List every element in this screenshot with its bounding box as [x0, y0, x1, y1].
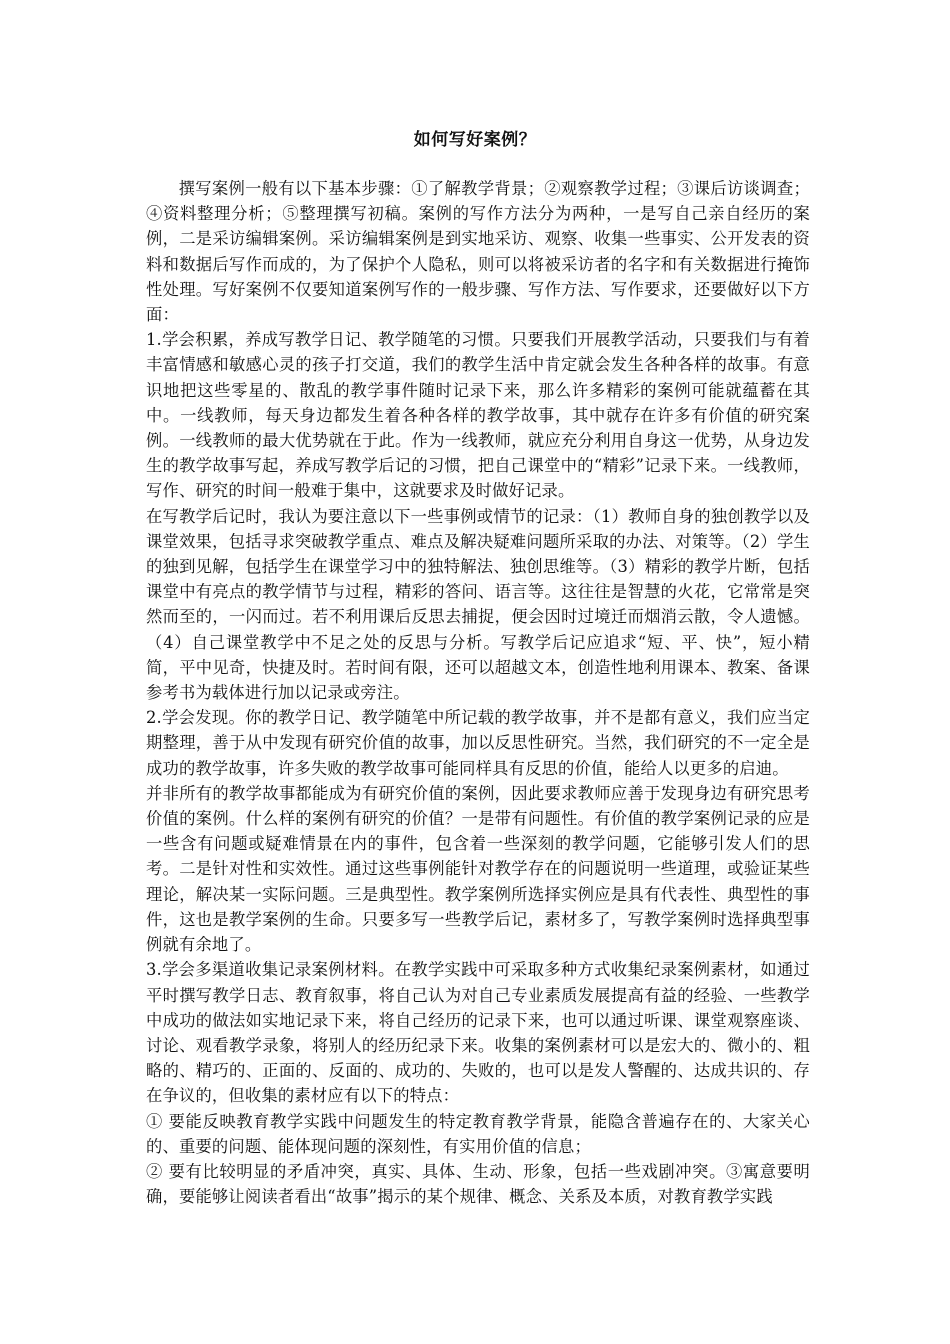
- paragraph-intro: 撰写案例一般有以下基本步骤：①了解教学背景；②观察教学过程；③课后访谈调查；④资料整理分析；⑤整理撰写初稿。案例的写作方法分为两种，一是写自己亲自经历的案例，二是采访编辑案例。采访编辑案例是到实地采访、观察、收集一些事实、公开发表的资料和数据后写作而成的，为了保护个人隐私，则可以将被采访者的名字和有关数据进行掩饰性处理。写好案例不仅要知道案例写作的一般步骤、写作方法、写作要求，还要做好以下方面：: [146, 179, 810, 325]
- paragraph-point-1: 1.学会积累，养成写教学日记、教学随笔的习惯。只要我们开展教学活动，只要我们与有着丰富情感和敏感心灵的孩子打交道，我们的教学生活中肯定就会发生各种各样的故事。有意识地把这些零星的、散乱的教学事件随时记录下来，那么许多精彩的案例可能就蕴蓄在其中。一线教师，每天身边都发生着各种各样的教学故事，其中就存在许多有价值的研究案例。一线教师的最大优势就在于此。作为一线教师，就应充分利用自身这一优势，从身边发生的教学故事写起，养成写教学后记的习惯，把自己课堂中的“精彩”记录下来。一线教师，写作、研究的时间一般难于集中，这就要求及时做好记录。: [146, 330, 810, 501]
- document-body: [146, 176, 810, 1209]
- document-title: 如何写好案例？: [413, 130, 537, 150]
- paragraph-feature-2: ② 要有比较明显的矛盾冲突，真实、具体、生动、形象，包括一些戏剧冲突。③寓意要明确，要能够让阅读者看出“故事”揭示的某个规律、概念、关系及本质，对教育教学实践: [146, 1161, 810, 1207]
- paragraph-point-2: 2.学会发现。你的教学日记、教学随笔中所记载的教学故事，并不是都有意义，我们应当定期整理，善于从中发现有研究价值的故事，加以反思性研究。当然，我们研究的不一定全是成功的教学故事，许多失败的教学故事可能同样具有反思的价值，能给人以更多的启迪。: [146, 708, 810, 778]
- paragraph-teaching-notes: 在写教学后记时，我认为要注意以下一些事例或情节的记录：（1）教师自身的独创教学以及课堂效果，包括寻求突破教学重点、难点及解决疑难问题所采取的办法、对策等。（2）学生的独到见解，包括学生在课堂学习中的独特解法、独创思维等。（3）精彩的教学片断，包括课堂中有亮点的教学情节与过程，精彩的答问、语言等。这往往是智慧的火花，它常常是突然而至的，一闪而过。若不利用课后反思去捕捉，便会因时过境迁而烟消云散，令人遗憾。（4）自己课堂教学中不足之处的反思与分析。写教学后记应追求“短、平、快”，短小精简，平中见奇，快捷及时。若时间有限，还可以超越文本，创造性地利用课本、教案、备课参考书为载体进行加以记录或旁注。: [146, 506, 810, 703]
- paragraph-case-value: 并非所有的教学故事都能成为有研究价值的案例，因此要求教师应善于发现身边有研究思考价值的案例。什么样的案例有研究的价值？一是带有问题性。有价值的教学案例记录的应是一些含有问题或疑难情景在内的事件，包含着一些深刻的教学问题，它能够引发人们的思考。二是针对性和实效性。通过这些事例能针对教学存在的问题说明一些道理，或验证某些理论，解决某一实际问题。三是典型性。教学案例所选择实例应是具有代表性、典型性的事件，这也是教学案例的生命。只要多写一些教学后记，素材多了，写教学案例时选择典型事例就有余地了。: [146, 783, 810, 955]
- paragraph-point-3: 3.学会多渠道收集记录案例材料。在教学实践中可采取多种方式收集纪录案例素材，如通过平时撰写教学日志、教育叙事，将自己认为对自己专业素质发展提高有益的经验、一些教学中成功的做法如实地记录下来，将自己经历的记录下来，也可以通过听课、课堂观察座谈、讨论、观看教学录象，将别人的经历纪录下来。收集的案例素材可以是宏大的、微小的、粗略的、精巧的、正面的、反面的、成功的、失败的，也可以是发人警醒的、达成共识的、存在争议的，但收集的素材应有以下的特点：: [146, 960, 810, 1106]
- paragraph-feature-1: ① 要能反映教育教学实践中问题发生的特定教育教学背景，能隐含普遍存在的、大家关心的、重要的问题、能体现问题的深刻性，有实用价值的信息；: [146, 1111, 810, 1156]
